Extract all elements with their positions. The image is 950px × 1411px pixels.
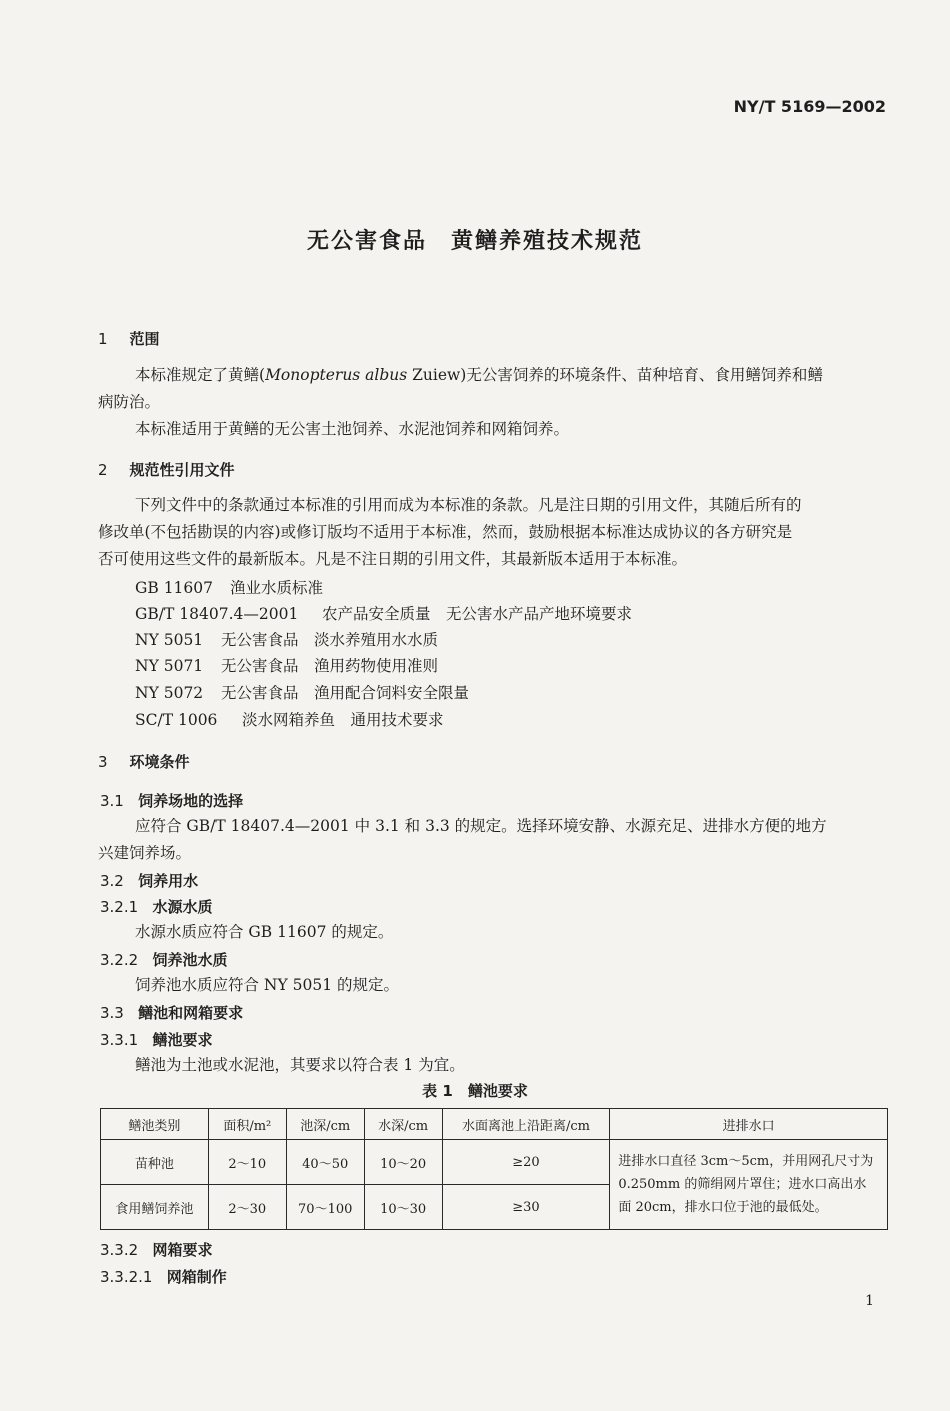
section-title: 环境条件	[129, 753, 190, 771]
paragraph-line: 兴建饲养场。	[98, 844, 192, 862]
section-number: 3	[98, 753, 108, 771]
section-1-heading	[98, 328, 160, 349]
paragraph-line: 否可使用这些文件的最新版本。凡是不注日期的引用文件，其最新版本适用于本标准。	[98, 550, 688, 568]
column-header: 进排水口	[610, 1109, 888, 1140]
reference-code: NY 5071	[135, 657, 204, 675]
column-header: 面积/m²	[208, 1109, 286, 1140]
reference-title: 淡水网箱养鱼 通用技术要求	[242, 711, 444, 729]
column-header: 水面离池上沿距离/cm	[442, 1109, 610, 1140]
reference-title: 无公害食品 淡水养殖用水水质	[221, 631, 439, 649]
pond-requirements-table	[100, 1108, 888, 1230]
subsection-title: 饲养池水质	[152, 951, 228, 969]
table-cell: 食用鳝饲养池	[101, 1185, 209, 1230]
paragraph: 饲养池水质应符合 NY 5051 的规定。	[135, 976, 400, 994]
reference-code: SC/T 1006	[135, 711, 218, 729]
paragraph-line: 下列文件中的条款通过本标准的引用而成为本标准的条款。凡是注日期的引用文件，其随后所有的	[135, 496, 802, 514]
subsection-number: 3.2.2	[100, 951, 139, 969]
paragraph: 水源水质应符合 GB 11607 的规定。	[135, 923, 394, 941]
subsection-title: 水源水质	[152, 898, 213, 916]
section-2-heading	[98, 459, 235, 480]
table-cell: 40～50	[286, 1140, 364, 1185]
section-title: 规范性引用文件	[129, 461, 235, 479]
reference-item	[135, 576, 323, 598]
subsection-3-2-1-heading	[100, 896, 213, 917]
section-3-heading	[98, 751, 190, 772]
subsection-title: 饲养用水	[138, 872, 199, 890]
subsection-title: 鳝池和网箱要求	[138, 1004, 244, 1022]
column-header: 水深/cm	[364, 1109, 442, 1140]
subsection-3-1-heading	[100, 790, 243, 811]
text: Zuiew)无公害饲养的环境条件、苗种培育、食用鳝饲养和鳝	[407, 366, 823, 384]
inlet-outlet-note: 进排水口直径 3cm～5cm，并用网孔尺寸为 0.250mm 的筛绢网片罩住；进水口高出水面 20cm，排水口位于池的最低处。	[610, 1140, 888, 1230]
document-title: 无公害食品 黄鳝养殖技术规范	[306, 229, 643, 254]
paragraph-line: 病防治。	[98, 393, 161, 411]
table-cell: 2～10	[208, 1140, 286, 1185]
reference-code: GB 11607	[135, 579, 214, 597]
subsection-3-3-2-heading	[100, 1239, 213, 1260]
subsection-title: 网箱要求	[152, 1241, 213, 1259]
subsection-number: 3.3.1	[100, 1031, 139, 1049]
reference-title: 无公害食品 渔用药物使用准则	[221, 657, 439, 675]
reference-item	[135, 654, 438, 676]
text: 本标准规定了黄鳝(	[135, 366, 266, 384]
table-cell: 苗种池	[101, 1140, 209, 1185]
reference-item	[135, 708, 444, 730]
reference-title: 渔业水质标准	[230, 579, 324, 597]
reference-code: NY 5072	[135, 684, 204, 702]
section-number: 2	[98, 461, 108, 479]
column-header: 池深/cm	[286, 1109, 364, 1140]
table-cell: 10～30	[364, 1185, 442, 1230]
table-cell: 70～100	[286, 1185, 364, 1230]
column-header: 鳝池类别	[101, 1109, 209, 1140]
table-cell: ≥20	[442, 1140, 610, 1185]
subsection-3-2-heading	[100, 870, 198, 891]
standard-code: NY/T 5169—2002	[733, 97, 886, 116]
subsection-number: 3.1	[100, 792, 124, 810]
subsection-title: 鳝池要求	[152, 1031, 213, 1049]
subsection-number: 3.2.1	[100, 898, 139, 916]
subsection-number: 3.3	[100, 1004, 124, 1022]
section-number: 1	[98, 330, 108, 348]
table-header-row	[101, 1109, 888, 1140]
table-cell: 10～20	[364, 1140, 442, 1185]
reference-code: GB/T 18407.4—2001	[135, 605, 299, 623]
subsection-number: 3.3.2	[100, 1241, 139, 1259]
subsection-3-3-heading	[100, 1002, 243, 1023]
subsection-title: 网箱制作	[166, 1268, 227, 1286]
reference-item	[135, 681, 469, 703]
reference-item	[135, 628, 438, 650]
subsection-number: 3.2	[100, 872, 124, 890]
paragraph-line: 修改单(不包括勘误的内容)或修订版均不适用于本标准，然而，鼓励根据本标准达成协议的各方研究是	[98, 523, 793, 541]
table-title: 表 1 鳝池要求	[422, 1082, 528, 1100]
table-cell: ≥30	[442, 1185, 610, 1230]
table-cell: 2～30	[208, 1185, 286, 1230]
subsection-title: 饲养场地的选择	[138, 792, 244, 810]
paragraph	[135, 362, 823, 389]
reference-code: NY 5051	[135, 631, 204, 649]
section-title: 范围	[129, 330, 160, 348]
paragraph: 本标准适用于黄鳝的无公害土池饲养、水泥池饲养和网箱饲养。	[135, 420, 570, 438]
subsection-3-3-1-heading	[100, 1029, 213, 1050]
latin-name: Monopterus albus	[265, 366, 408, 384]
reference-title: 无公害食品 渔用配合饲料安全限量	[221, 684, 470, 702]
reference-title: 农产品安全质量 无公害水产品产地环境要求	[322, 605, 633, 623]
table-row	[101, 1140, 888, 1185]
subsection-3-2-2-heading	[100, 949, 228, 970]
reference-item	[135, 602, 632, 624]
paragraph-line: 应符合 GB/T 18407.4—2001 中 3.1 和 3.3 的规定。选择环境安静、水源充足、进排水方便的地方	[135, 817, 827, 835]
paragraph: 鳝池为土池或水泥池，其要求以符合表 1 为宜。	[135, 1056, 465, 1074]
subsection-number: 3.3.2.1	[100, 1268, 153, 1286]
subsection-3-3-2-1-heading	[100, 1266, 227, 1287]
page-number: 1	[865, 1293, 874, 1309]
